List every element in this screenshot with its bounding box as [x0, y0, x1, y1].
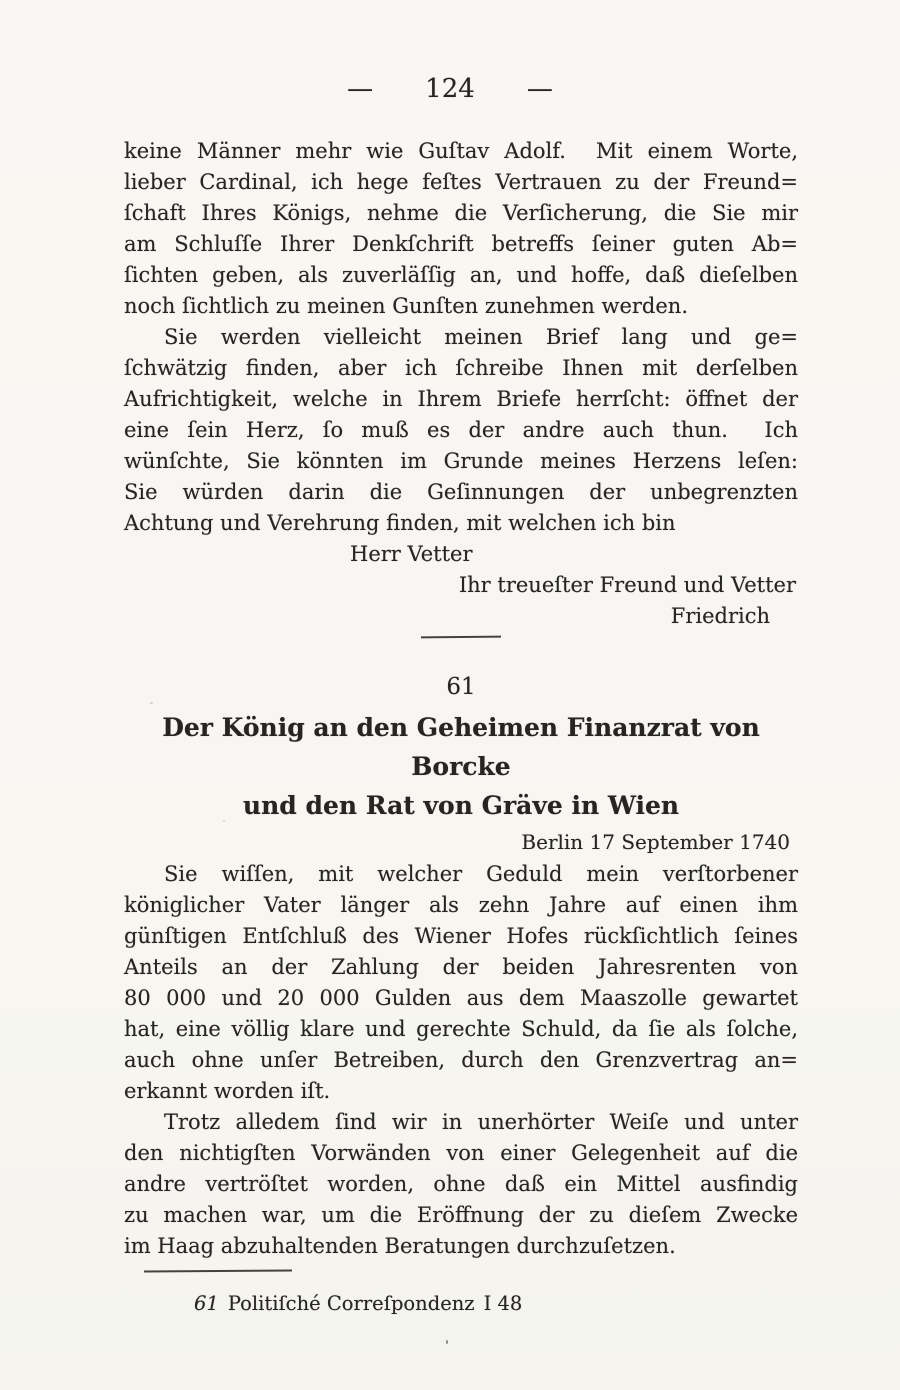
text-line: Sie werden vielleicht meinen Brief lang und ge=: [164, 325, 798, 349]
text-line: Sie wiſſen, mit welcher Geduld mein verſtorbener: [164, 862, 798, 886]
section-title: [124, 708, 798, 825]
text-line: auch ohne unſer Betreiben, durch den Grenzvertrag an=: [124, 1048, 798, 1072]
section-number: 61: [446, 674, 476, 700]
closing-valediction: Ihr treueſter Freund und Vetter: [458, 573, 796, 597]
letter-body: [124, 859, 798, 1262]
previous-letter-body: [124, 136, 798, 539]
footnote-rule: [144, 1269, 292, 1272]
text-line: ſchaft Ihres Königs, nehme die Verſicherung, die Sie mir: [124, 201, 798, 225]
page-number: 124: [425, 74, 475, 104]
paper-speck: [150, 702, 153, 704]
closing-salutation: Herr Vetter: [350, 542, 473, 566]
text-line: zu machen war, um die Eröffnung der zu dieſem Zwecke: [124, 1203, 798, 1227]
page-header: [0, 74, 900, 104]
text-line: im Haag abzuhaltenden Beratungen durchzuſetzen.: [124, 1234, 676, 1258]
footnote: [124, 1291, 798, 1317]
header-dash-right: —: [526, 74, 553, 104]
text-line: keine Männer mehr wie Guſtav Adolf. Mit einem Worte,: [124, 139, 798, 163]
text-line: 80 000 und 20 000 Gulden aus dem Maaszolle gewartet: [124, 986, 798, 1010]
footnote-marker: 61: [194, 1292, 219, 1315]
letter-divider-rule: [421, 636, 501, 639]
text-line: am Schluſſe Ihrer Denkſchrift betreffs ſeiner guten Ab=: [124, 232, 798, 256]
text-line: andre vertröſtet worden, ohne daß ein Mittel ausfindig: [124, 1172, 798, 1196]
text-column: [124, 136, 798, 1317]
text-line: ſchwätzig finden, aber ich ſchreibe Ihnen mit derſelben: [124, 356, 798, 380]
text-line: erkannt worden iſt.: [124, 1079, 331, 1103]
text-line: noch ſichtlich zu meinen Gunſten zunehmen werden.: [124, 294, 688, 318]
text-line: Anteils an der Zahlung der beiden Jahresrenten von: [124, 955, 798, 979]
paper-speck: [446, 1340, 448, 1344]
footnote-text: Politiſché Correſpondenz: [227, 1292, 475, 1315]
text-line: eine ſein Herz, ſo muß es der andre auch thun. Ich: [124, 418, 798, 442]
text-line: lieber Cardinal, ich hege feſtes Vertrauen zu der Freund=: [124, 170, 798, 194]
text-line: Trotz alledem ſind wir in unerhörter Weiſe und unter: [164, 1110, 798, 1134]
section-title-line1: Der König an den Geheimen Finanzrat von Borcke: [162, 713, 760, 781]
header-dash-left: —: [347, 74, 374, 104]
signature-name: Friedrich: [670, 604, 770, 628]
text-line: Achtung und Verehrung finden, mit welchen ich bin: [124, 511, 676, 535]
text-line: den nichtigſten Vorwänden von einer Gelegenheit auf die: [124, 1141, 798, 1165]
dateline: Berlin 17 September 1740: [521, 830, 790, 854]
text-line: wünſchte, Sie könnten im Grunde meines Herzens leſen:: [124, 449, 798, 473]
text-line: Sie würden darin die Geſinnungen der unbegrenzten: [124, 480, 798, 504]
text-line: hat, eine völlig klare und gerechte Schuld, da ſie als ſolche,: [124, 1017, 798, 1041]
paper-speck: [223, 820, 225, 822]
footnote-reference: I 48: [483, 1292, 523, 1315]
section-title-line2: und den Rat von Gräve in Wien: [242, 791, 680, 820]
text-line: günſtigen Entſchluß des Wiener Hofes rückſichtlich ſeines: [124, 924, 798, 948]
text-line: Aufrichtigkeit, welche in Ihrem Briefe herrſcht: öffnet der: [124, 387, 798, 411]
text-line: königlicher Vater länger als zehn Jahre auf einen ihm: [124, 893, 798, 917]
text-line: ſichten geben, als zuverläſſig an, und hoffe, daß dieſelben: [124, 263, 798, 287]
